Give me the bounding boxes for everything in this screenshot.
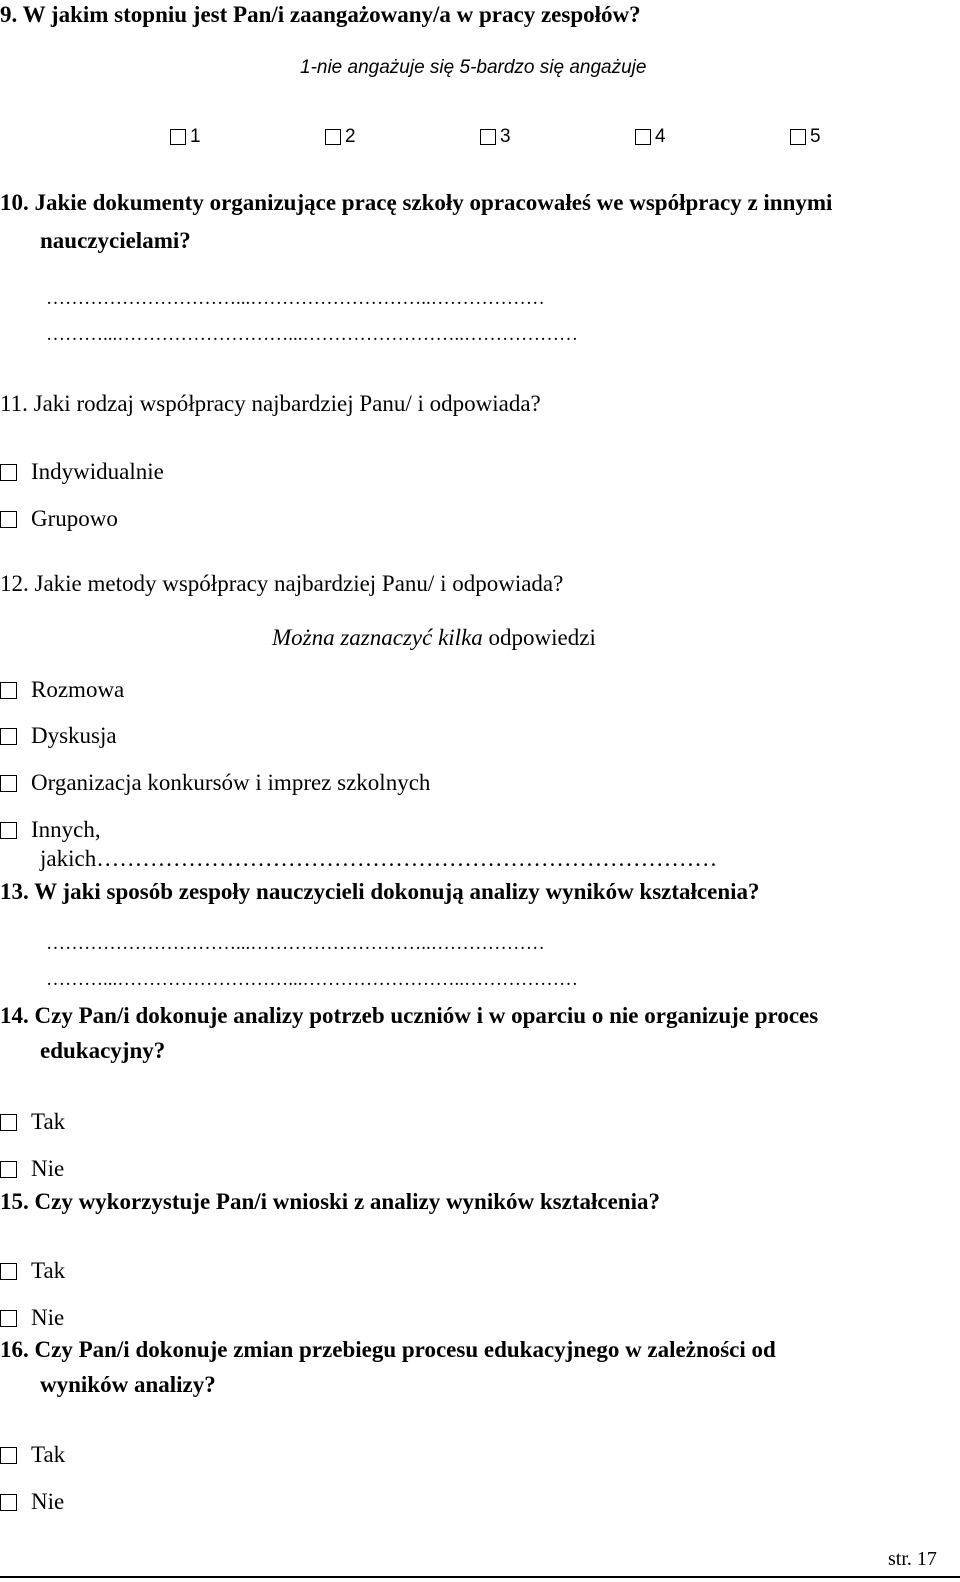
checkbox[interactable] <box>790 129 806 145</box>
rating-option-4[interactable]: 4 <box>635 126 790 148</box>
question-15: 15. Czy wykorzystuje Pan/i wnioski z analizy wyników kształcenia? <box>0 1189 660 1214</box>
checkbox[interactable] <box>0 822 17 839</box>
checkbox[interactable] <box>480 129 496 145</box>
question-13: 13. W jaki sposób zespoły nauczycieli dokonują analizy wyników kształcenia? <box>0 879 760 904</box>
question-11: 11. Jaki rodzaj współpracy najbardziej Panu/ i odpowiada? <box>0 391 541 416</box>
rating-option-3[interactable]: 3 <box>480 126 635 148</box>
question-16-line-1: 16. Czy Pan/i dokonuje zmian przebiegu procesu edukacyjnego w zależności od <box>0 1337 776 1362</box>
option-tak[interactable]: Tak <box>0 1441 65 1469</box>
option-nie[interactable]: Nie <box>0 1488 64 1516</box>
multiple-choice-note: Można zaznaczyć kilka odpowiedzi <box>272 625 596 650</box>
other-methods-field[interactable]: jakich……………………………………………………………………… <box>40 846 718 871</box>
scale-description: 1-nie angażuje się 5-bardzo się angażuje <box>300 57 647 78</box>
rating-option-1[interactable]: 1 <box>170 126 325 148</box>
rating-option-5[interactable]: 5 <box>790 126 945 148</box>
question-14-line-1: 14. Czy Pan/i dokonuje analizy potrzeb uczniów i w oparciu o nie organizuje proces <box>0 1003 819 1028</box>
checkbox[interactable] <box>325 129 341 145</box>
question-12: 12. Jakie metody współpracy najbardziej Panu/ i odpowiada? <box>0 571 564 596</box>
option-nie[interactable]: Nie <box>0 1304 64 1332</box>
answer-line-2[interactable]: ………...………………………...……………………..……………… <box>46 324 578 345</box>
answer-line-1[interactable]: …………………………...………………………..……………… <box>46 288 545 309</box>
rating-option-2[interactable]: 2 <box>325 126 480 148</box>
checkbox[interactable] <box>0 511 17 528</box>
checkbox[interactable] <box>0 1114 17 1131</box>
checkbox[interactable] <box>170 129 186 145</box>
checkbox[interactable] <box>0 1263 17 1280</box>
option-innych[interactable]: Innych, <box>0 816 101 844</box>
question-14-line-2: edukacyjny? <box>40 1038 166 1063</box>
checkbox[interactable] <box>0 1494 17 1511</box>
question-10-line-2: nauczycielami? <box>40 228 191 253</box>
footer-rule <box>0 1576 960 1578</box>
answer-line-2[interactable]: ………...………………………...……………………..……………… <box>46 969 578 990</box>
checkbox[interactable] <box>0 728 17 745</box>
option-indywidualnie[interactable]: Indywidualnie <box>0 458 164 486</box>
rating-scale <box>170 126 945 148</box>
option-organizacja-konkursow[interactable]: Organizacja konkursów i imprez szkolnych <box>0 769 430 797</box>
option-tak[interactable]: Tak <box>0 1257 65 1285</box>
option-rozmowa[interactable]: Rozmowa <box>0 676 124 704</box>
checkbox[interactable] <box>0 1447 17 1464</box>
option-tak[interactable]: Tak <box>0 1108 65 1136</box>
answer-line-1[interactable]: …………………………...………………………..……………… <box>46 933 545 954</box>
option-dyskusja[interactable]: Dyskusja <box>0 722 117 750</box>
checkbox[interactable] <box>0 682 17 699</box>
option-grupowo[interactable]: Grupowo <box>0 505 118 533</box>
checkbox[interactable] <box>0 775 17 792</box>
question-10-line-1: 10. Jakie dokumenty organizujące pracę szkoły opracowałeś we współpracy z innymi <box>0 190 833 215</box>
page-number: str. 17 <box>888 1548 937 1570</box>
question-16-line-2: wyników analizy? <box>40 1372 216 1397</box>
checkbox[interactable] <box>0 1310 17 1327</box>
checkbox[interactable] <box>635 129 651 145</box>
checkbox[interactable] <box>0 1161 17 1178</box>
question-9: 9. W jakim stopniu jest Pan/i zaangażowany/a w pracy zespołów? <box>0 2 641 27</box>
option-nie[interactable]: Nie <box>0 1155 64 1183</box>
checkbox[interactable] <box>0 464 17 481</box>
